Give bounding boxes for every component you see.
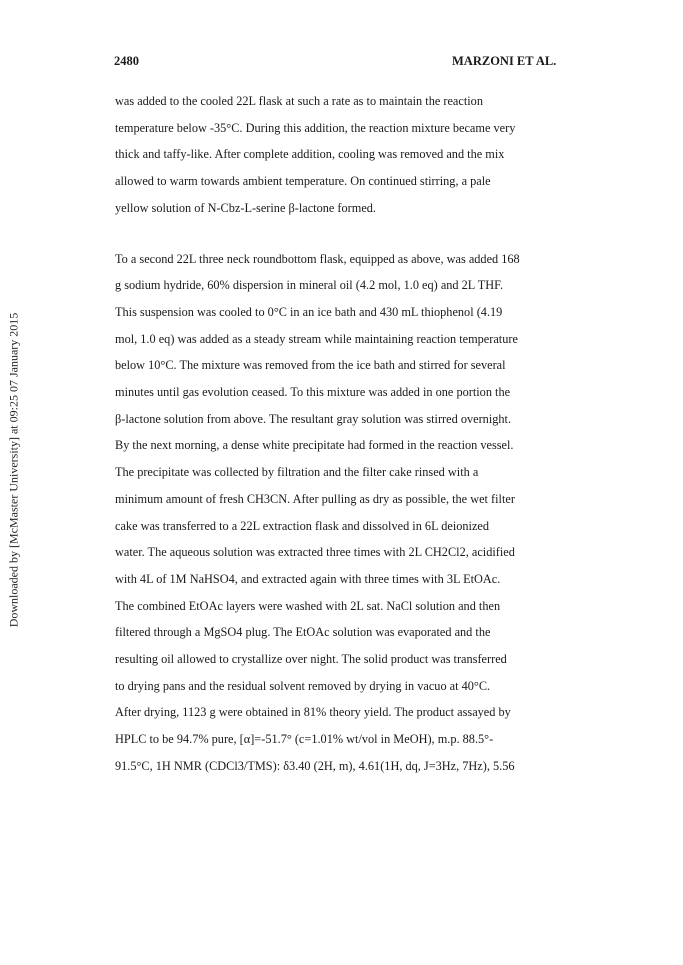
text-line: The combined EtOAc layers were washed with 2L sat. NaCl solution and then xyxy=(115,598,501,613)
paragraph-1 xyxy=(115,88,555,222)
text-line: thick and taffy-like. After complete addition, cooling was removed and the mix xyxy=(115,147,505,162)
text-line: temperature below -35°C. During this addition, the reaction mixture became very xyxy=(115,120,516,135)
text-line: HPLC to be 94.7% pure, [α]=-51.7° (c=1.01% wt/vol in MeOH), m.p. 88.5°- xyxy=(115,732,494,747)
text-line: cake was transferred to a 22L extraction flask and dissolved in 6L deionized xyxy=(115,518,490,533)
page-number: 2480 xyxy=(114,54,139,68)
text-line: filtered through a MgSO4 plug. The EtOAc solution was evaporated and the xyxy=(115,625,491,640)
text-line: The precipitate was collected by filtration and the filter cake rinsed with a xyxy=(115,465,479,480)
text-line: yellow solution of N-Cbz-L-serine β-lactone formed. xyxy=(115,200,376,215)
text-line: below 10°C. The mixture was removed from the ice bath and stirred for several xyxy=(115,358,506,373)
text-line: with 4L of 1M NaHSO4, and extracted again with three times with 3L EtOAc. xyxy=(115,571,501,586)
text-line: resulting oil allowed to crystallize over night. The solid product was transferred xyxy=(115,652,507,667)
text-line: 91.5°C, 1H NMR (CDCl3/TMS): δ3.40 (2H, m), 4.61(1H, dq, J=3Hz, 7Hz), 5.56 xyxy=(115,758,515,773)
text-line: To a second 22L three neck roundbottom flask, equipped as above, was added 168 xyxy=(115,251,520,266)
text-line: minutes until gas evolution ceased. To this mixture was added in one portion the xyxy=(115,385,511,400)
body-text xyxy=(115,88,555,780)
paragraph-2 xyxy=(115,246,555,780)
text-line: minimum amount of fresh CH3CN. After pulling as dry as possible, the wet filter xyxy=(115,491,515,506)
download-watermark: Downloaded by [McMaster University] at 09:25 07 January 2015 xyxy=(6,312,21,628)
text-line: allowed to warm towards ambient temperature. On continued stirring, a pale xyxy=(115,174,491,189)
text-line: This suspension was cooled to 0°C in an ice bath and 430 mL thiophenol (4.19 xyxy=(115,304,503,319)
paragraph-gap xyxy=(115,222,555,246)
text-line: water. The aqueous solution was extracted three times with 2L CH2Cl2, acidified xyxy=(115,545,515,560)
text-line: By the next morning, a dense white precipitate had formed in the reaction vessel. xyxy=(115,438,514,453)
text-line: was added to the cooled 22L flask at such a rate as to maintain the reaction xyxy=(115,94,483,108)
text-line: mol, 1.0 eq) was added as a steady stream while maintaining reaction temperature xyxy=(115,331,518,346)
text-line: to drying pans and the residual solvent removed by drying in vacuo at 40°C. xyxy=(115,678,491,693)
text-line: After drying, 1123 g were obtained in 81% theory yield. The product assayed by xyxy=(115,705,511,720)
text-line: g sodium hydride, 60% dispersion in mineral oil (4.2 mol, 1.0 eq) and 2L THF. xyxy=(115,278,504,293)
text-line: β-lactone solution from above. The resultant gray solution was stirred overnight. xyxy=(115,411,512,426)
running-head: MARZONI ET AL. xyxy=(452,54,557,68)
